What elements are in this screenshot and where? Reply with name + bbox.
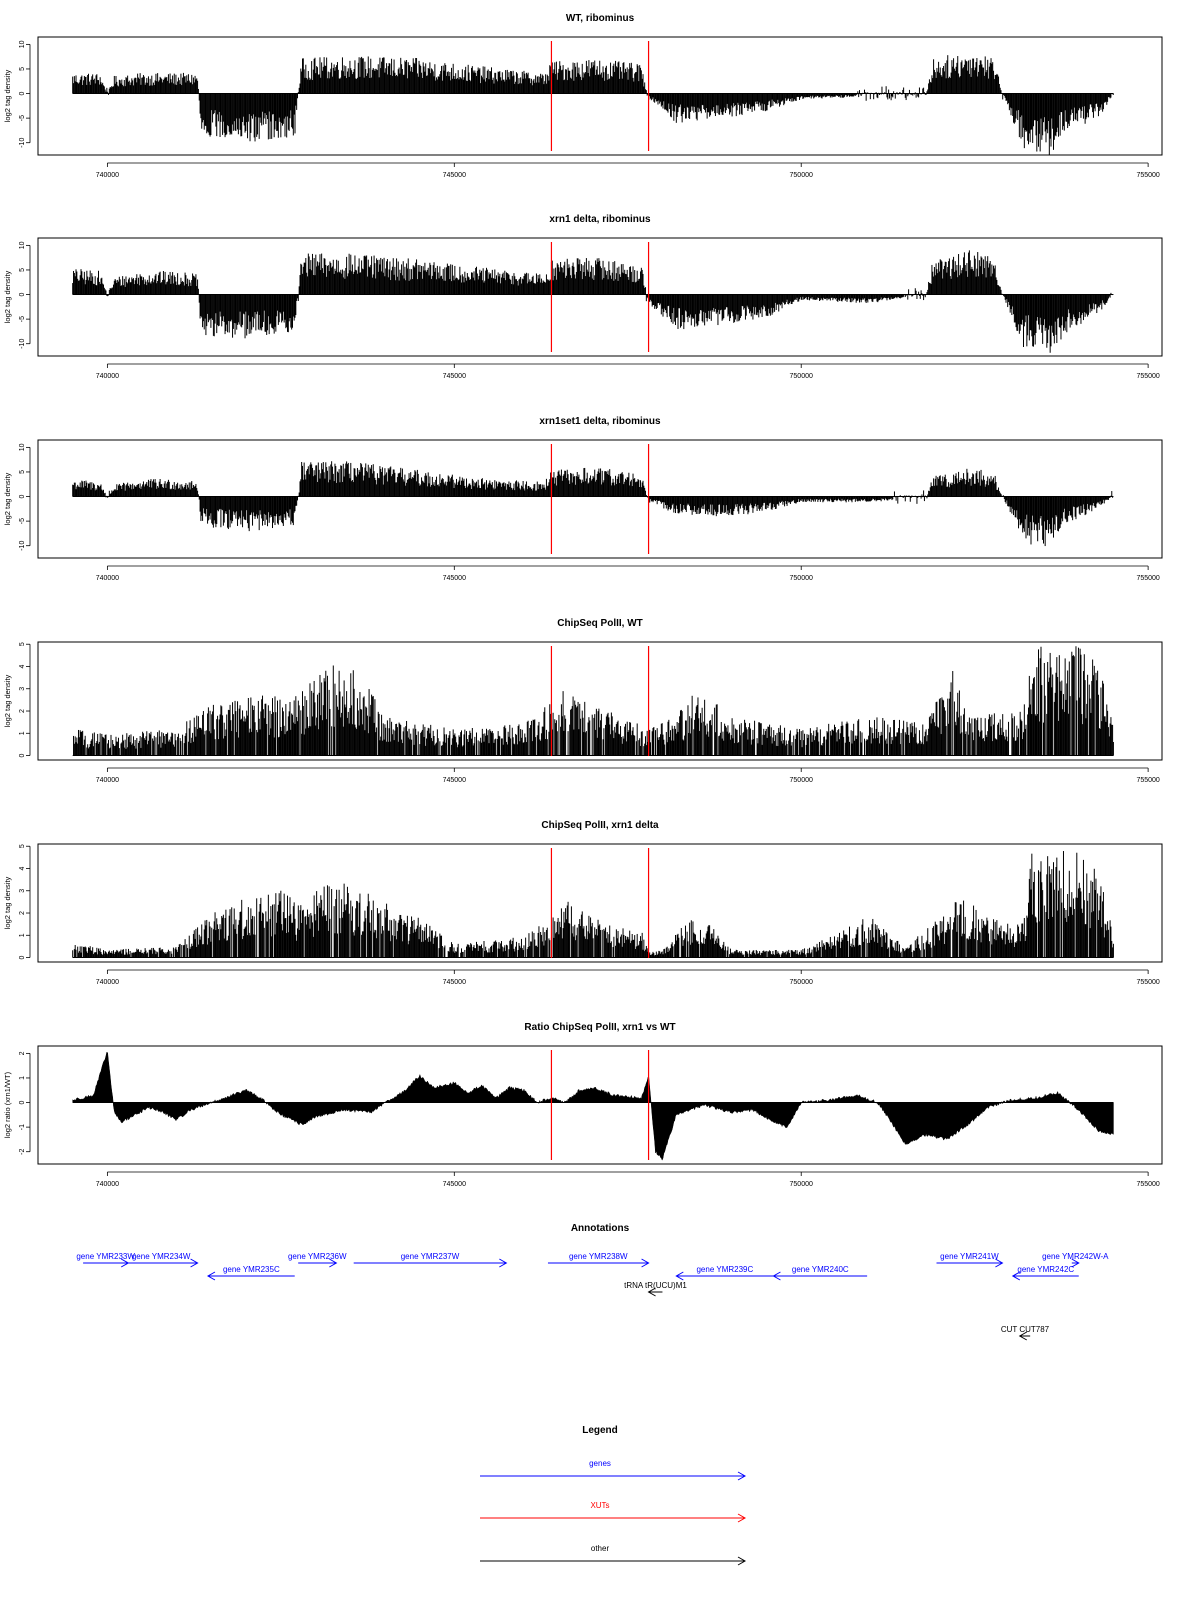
y-tick-label: 0 xyxy=(19,91,26,96)
y-axis-label: log2 tag density xyxy=(3,674,12,728)
x-tick-label: 750000 xyxy=(789,172,813,179)
y-tick-label: 5 xyxy=(19,642,26,647)
y-tick-label: -10 xyxy=(19,338,26,349)
panel-title: ChipSeq PolII, WT xyxy=(557,618,643,629)
y-tick-label: 3 xyxy=(19,686,26,691)
x-tick-label: 745000 xyxy=(442,172,466,179)
y-tick-label: 10 xyxy=(19,40,26,49)
panel-4 xyxy=(3,618,1162,784)
x-tick-label: 740000 xyxy=(95,172,120,179)
y-axis-label: log2 tag density xyxy=(3,69,12,123)
x-tick-label: 745000 xyxy=(442,777,466,784)
x-tick-label: 750000 xyxy=(789,777,813,784)
x-tick-label: 740000 xyxy=(95,575,120,582)
panel-1 xyxy=(3,13,1162,179)
y-tick-label: 1 xyxy=(19,731,26,736)
y-tick-label: -10 xyxy=(19,540,26,551)
y-tick-label: 0 xyxy=(19,494,26,499)
x-tick-label: 755000 xyxy=(1136,777,1160,784)
x-tick-label: 740000 xyxy=(95,373,120,380)
panel-3 xyxy=(3,416,1162,582)
panel-title: WT, ribominus xyxy=(565,13,635,24)
y-tick-label: -5 xyxy=(19,518,26,525)
y-axis-label: log2 tag density xyxy=(3,270,12,324)
panel-2 xyxy=(3,214,1162,380)
y-tick-label: 4 xyxy=(19,664,26,669)
x-tick-label: 745000 xyxy=(442,575,466,582)
y-axis-label: log2 tag density xyxy=(3,472,12,526)
y-tick-label: 5 xyxy=(19,67,26,71)
x-tick-label: 750000 xyxy=(789,373,813,380)
x-tick-label: 755000 xyxy=(1136,575,1160,582)
y-tick-label: 0 xyxy=(19,292,26,297)
y-tick-label: 2 xyxy=(19,709,26,713)
y-tick-label: -10 xyxy=(19,137,26,148)
x-tick-label: 755000 xyxy=(1136,373,1160,380)
y-tick-label: 10 xyxy=(19,443,26,452)
y-tick-label: 5 xyxy=(19,268,26,272)
y-tick-label: 5 xyxy=(19,470,26,474)
y-tick-label: 0 xyxy=(19,753,26,758)
x-tick-label: 740000 xyxy=(95,777,120,784)
panel-title: xrn1set1 delta, ribominus xyxy=(539,416,661,427)
x-tick-label: 750000 xyxy=(789,575,813,582)
y-tick-label: 10 xyxy=(19,241,26,250)
x-tick-label: 745000 xyxy=(442,373,466,380)
y-tick-label: -5 xyxy=(19,316,26,323)
panel-title: xrn1 delta, ribominus xyxy=(549,214,651,225)
y-tick-label: -5 xyxy=(19,115,26,122)
x-tick-label: 755000 xyxy=(1136,172,1160,179)
